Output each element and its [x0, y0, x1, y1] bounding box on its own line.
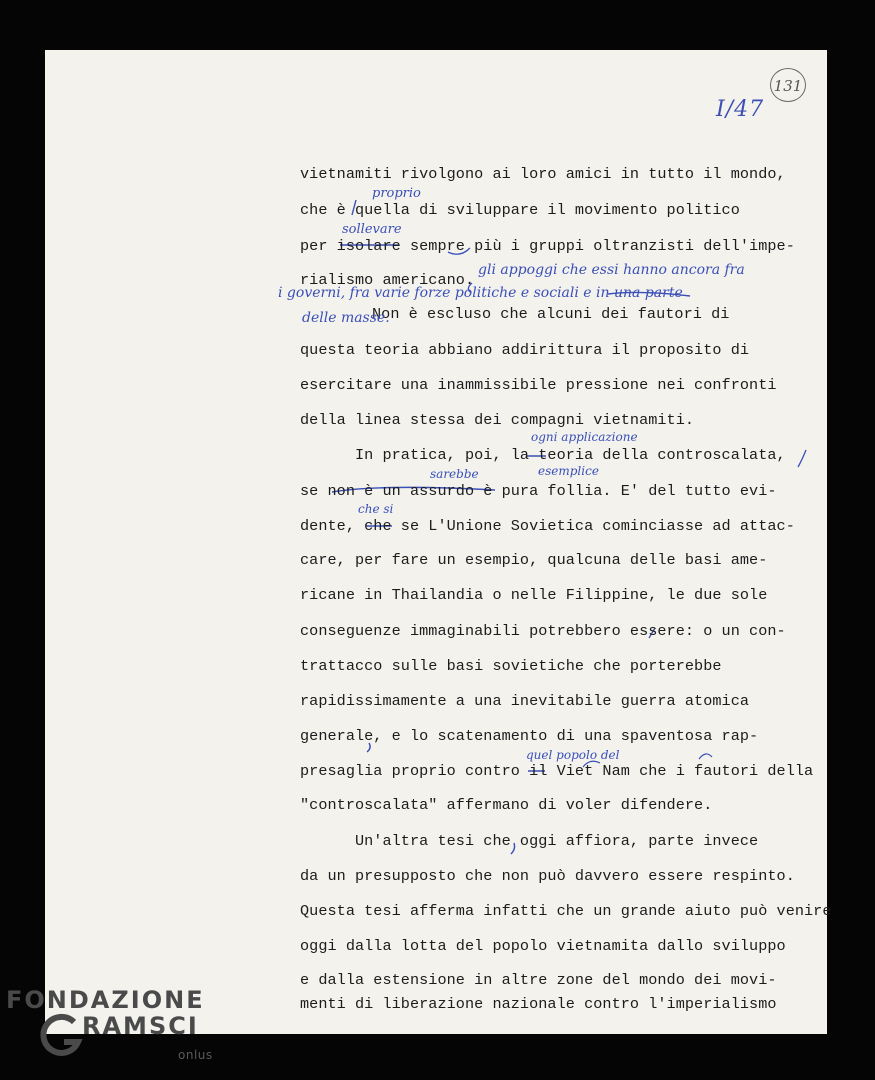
text-line: per isolare sempre più i gruppi oltranzisti dell'impe-	[300, 237, 795, 255]
text-line: rapidissimamente a una inevitabile guerra atomica	[300, 692, 750, 710]
text-line: questa teoria abbiano addirittura il proposito di	[300, 341, 750, 359]
text-line: "controscalata" affermano di voler difendere.	[300, 796, 713, 814]
handwritten-annotation: proprio	[372, 186, 421, 201]
text-line: e dalla estensione in altre zone del mondo dei movi-	[300, 971, 777, 989]
text-line: Non è escluso che alcuni dei fautori di	[372, 305, 730, 323]
watermark-gramsci: RAMSCI	[82, 1012, 199, 1040]
text-line: Un'altra tesi che oggi affiora, parte invece	[300, 832, 759, 850]
text-line: oggi dalla lotta del popolo vietnamita dallo sviluppo	[300, 937, 786, 955]
handwritten-annotation: che si	[358, 502, 394, 516]
handwritten-annotation: sollevare	[342, 222, 402, 237]
text-line: conseguenze immaginabili potrebbero essere: o un con-	[300, 622, 786, 640]
watermark-onlus: onlus	[178, 1048, 213, 1062]
text-line: vietnamiti rivolgono ai loro amici in tutto il mondo,	[300, 165, 786, 183]
circled-page-number: 131	[770, 68, 806, 102]
text-line: generale, e lo scatenamento di una spaventosa rap-	[300, 727, 759, 745]
handwritten-annotation: sarebbe	[430, 467, 479, 481]
text-line: care, per fare un esempio, qualcuna delle basi ame-	[300, 551, 768, 569]
typewritten-page	[45, 50, 827, 1034]
handwritten-annotation: gli appoggi che essi hanno ancora fra	[478, 262, 745, 278]
text-line: ricane in Thailandia o nelle Filippine, le due sole	[300, 586, 768, 604]
handwritten-annotation: quel popolo del	[526, 748, 620, 762]
text-line: presaglia proprio contro il Viet Nam che i fautori della	[300, 762, 814, 780]
text-line: dente, che se L'Unione Sovietica cominciasse ad attac-	[300, 517, 795, 535]
text-line: esercitare una inammissibile pressione nei confronti	[300, 376, 777, 394]
text-line: rialismo americano.	[300, 271, 475, 289]
text-line: In pratica, poi, la teoria della controscalata,	[300, 446, 786, 464]
text-line: trattacco sulle basi sovietiche che porterebbe	[300, 657, 722, 675]
text-line: da un presupposto che non può davvero essere respinto.	[300, 867, 795, 885]
watermark-g-logo	[36, 1012, 86, 1062]
watermark-foundation: FONDAZIONE	[6, 986, 205, 1014]
text-line: se non è un assurdo è pura follia. E' del tutto evi-	[300, 482, 777, 500]
text-line: della linea stessa dei compagni vietnamiti.	[300, 411, 695, 429]
handwritten-annotation: delle masse.	[302, 310, 390, 326]
handwritten-annotation: esemplice	[538, 464, 599, 478]
text-line: che è quella di sviluppare il movimento politico	[300, 201, 740, 219]
handwritten-annotation: ogni applicazione	[531, 430, 638, 444]
handwritten-annotation: i governi, fra varie forze politiche e sociali e in una parte	[278, 285, 683, 301]
text-line: menti di liberazione nazionale contro l'imperialismo	[300, 995, 777, 1013]
text-line: Questa tesi afferma infatti che un grande aiuto può venire	[300, 902, 832, 920]
folio-number: I/47	[716, 97, 765, 122]
